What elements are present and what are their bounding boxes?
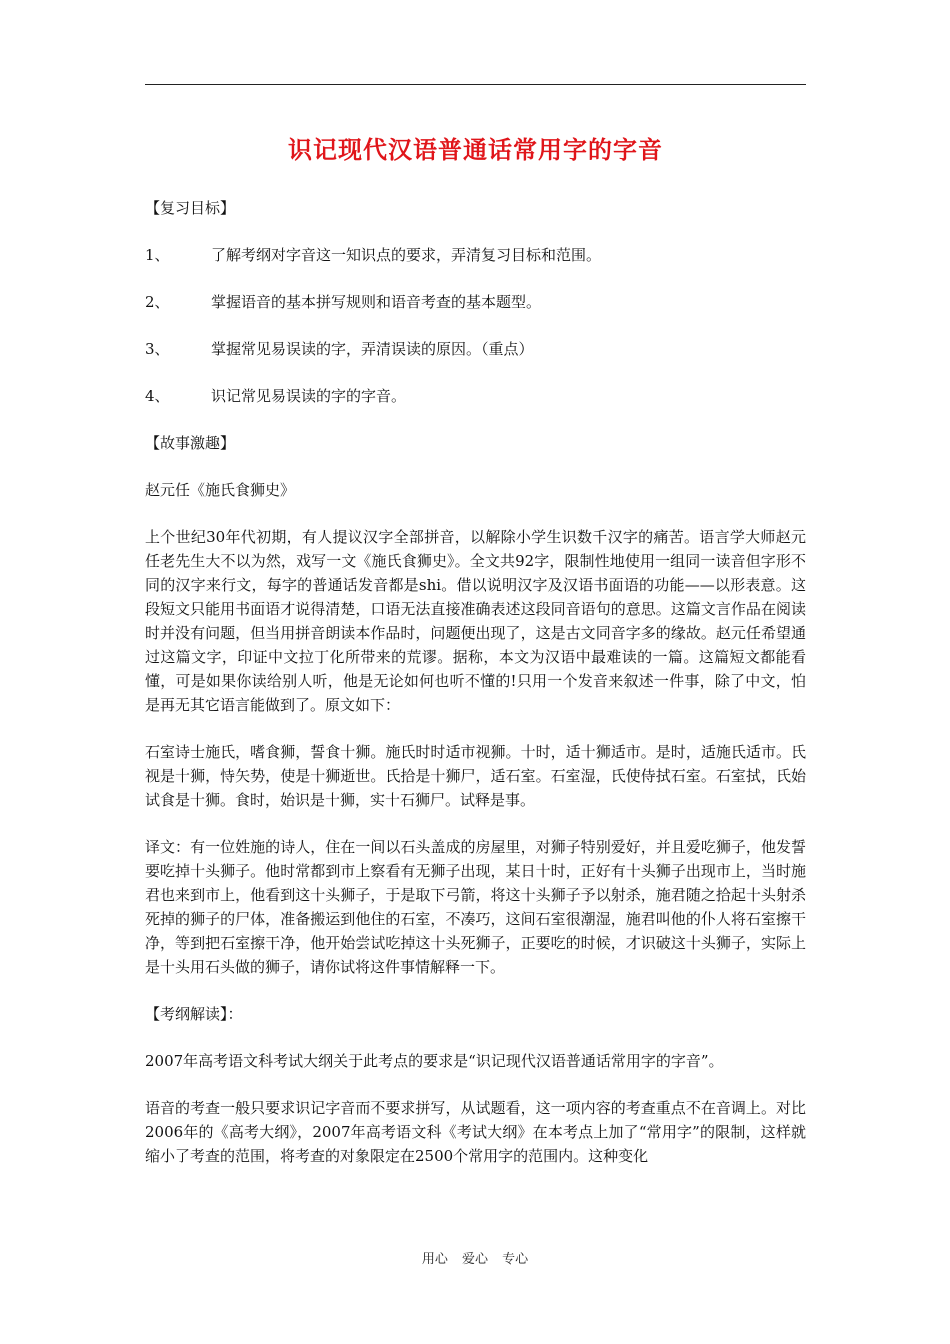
goal-item (145, 337, 806, 361)
goal-text: 掌握常见易误读的字，弄清误读的原因。（重点） (211, 340, 534, 358)
section-heading-goals: 【复习目标】 (145, 199, 236, 217)
story-title: 赵元任《施氏食狮史》 (145, 481, 296, 499)
header-rule (145, 84, 806, 85)
goal-item (145, 290, 806, 314)
story-intro-paragraph: 上个世纪30年代初期，有人提议汉字全部拼音，以解除小学生识数千汉字的痛苦。语言学大师赵元任老先生大不以为然，戏写一文《施氏食狮史》。全文共92字，限制性地使用一组同一读音但字形不同的汉字来行文，每字的普通话发音都是shi。借以说明汉字及汉语书面语的功能——以形表意。这段短文只能用书面语才说得清楚，口语无法直接准确表述这段同音语句的意思。这篇文言作品在阅读时并没有问题，但当用拼音朗读本作品时，问题便出现了，这是古文同音字多的缘故。赵元任希望通过这篇文字，印证中文拉丁化所带来的荒谬。据称，本文为汉语中最难读的一篇。这篇短文都能看懂，可是如果你读给别人听，他是无论如何也听不懂的!只用一个发音来叙述一件事，除了中文，怕是再无其它语言能做到了。原文如下： (145, 528, 806, 714)
story-translation-paragraph: 译文：有一位姓施的诗人，住在一间以石头盖成的房屋里，对狮子特别爱好，并且爱吃狮子，他发誓要吃掉十头狮子。他时常都到市上察看有无狮子出现，某日十时，正好有十头狮子出现市上，当时施君也来到市上，他看到这十头狮子，于是取下弓箭，将这十头狮子予以射杀，施君随之拾起十头射杀死掉的狮子的尸体，准备搬运到他住的石室，不凑巧，这间石室很潮湿，施君叫他的仆人将石室擦干净，等到把石室擦干净，他开始尝试吃掉这十头死狮子，正要吃的时候，才识破这十头狮子，实际上是十头用石头做的狮子，请你试将这件事情解释一下。 (145, 838, 806, 976)
goal-text: 掌握语音的基本拼写规则和语音考查的基本题型。 (211, 293, 542, 311)
goal-text: 了解考纲对字音这一知识点的要求，弄清复习目标和范围。 (211, 246, 602, 264)
goal-item (145, 243, 806, 267)
document-body (145, 196, 806, 1191)
goal-text: 识记常见易误读的字的字音。 (211, 387, 407, 405)
goal-number: 3、 (145, 340, 170, 358)
goal-number: 2、 (145, 293, 170, 311)
document-title: 识记现代汉语普通话常用字的字音 (288, 135, 663, 164)
page-footer: 用心 爱心 专心 (421, 1252, 529, 1267)
outline-paragraph-2: 语音的考查一般只要求识记字音而不要求拼写，从试题看，这一项内容的考查重点不在音调上。对比2006年的《高考大纲》，2007年高考语文科《考试大纲》在本考点上加了“常用字”的限制，这样就缩小了考查的范围，将考查的对象限定在2500个常用字的范围内。这种变化 (145, 1099, 806, 1165)
goal-item (145, 384, 806, 408)
outline-paragraph-1: 2007年高考语文科考试大纲关于此考点的要求是“识记现代汉语普通话常用字的字音”。 (145, 1052, 724, 1070)
section-heading-story: 【故事激趣】 (145, 434, 236, 452)
section-heading-outline: 【考纲解读】： (145, 1005, 243, 1023)
story-original-text: 石室诗士施氏，嗜食狮，誓食十狮。施氏时时适市视狮。十时，适十狮适市。是时，适施氏适市。氏视是十狮，恃矢势，使是十狮逝世。氏拾是十狮尸，适石室。石室湿，氏使侍拭石室。石室拭，氏始试食是十狮。食时，始识是十狮，实十石狮尸。试释是事。 (145, 743, 806, 809)
goal-number: 1、 (145, 246, 170, 264)
goal-number: 4、 (145, 387, 170, 405)
